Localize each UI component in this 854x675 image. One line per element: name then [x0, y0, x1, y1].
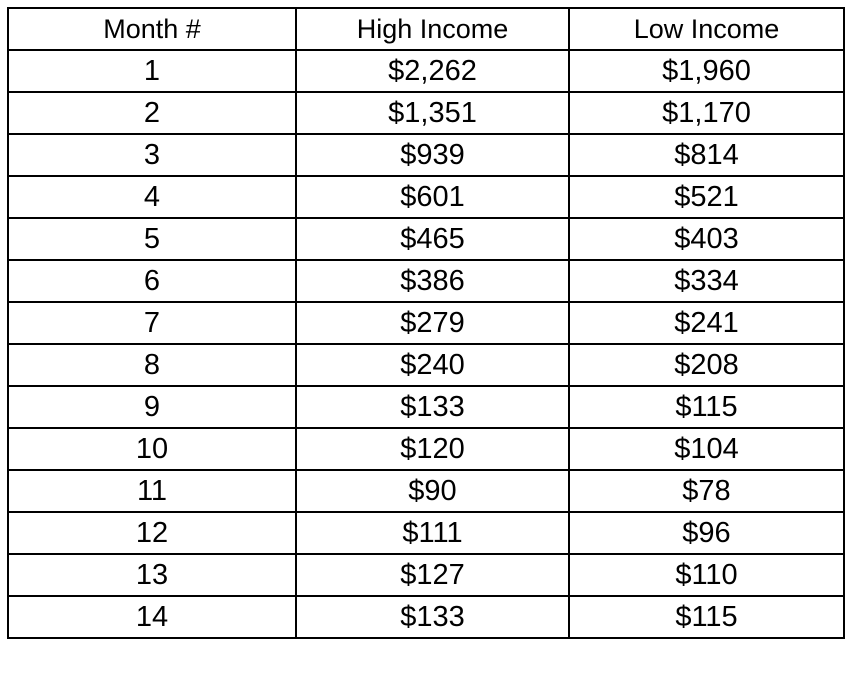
cell-high-income: $279	[296, 302, 569, 344]
cell-month-number: 10	[8, 428, 296, 470]
cell-low-income: $115	[569, 386, 844, 428]
cell-high-income: $465	[296, 218, 569, 260]
cell-low-income: $1,170	[569, 92, 844, 134]
cell-month-number: 11	[8, 470, 296, 512]
cell-low-income: $521	[569, 176, 844, 218]
cell-high-income: $601	[296, 176, 569, 218]
cell-month-number: 9	[8, 386, 296, 428]
table-row	[8, 176, 844, 218]
header-row	[8, 8, 844, 50]
table-row	[8, 596, 844, 638]
income-by-month-table	[7, 7, 845, 639]
table-row	[8, 554, 844, 596]
cell-high-income: $90	[296, 470, 569, 512]
table-row	[8, 386, 844, 428]
cell-month-number: 4	[8, 176, 296, 218]
cell-month-number: 6	[8, 260, 296, 302]
cell-low-income: $814	[569, 134, 844, 176]
header-month-number: Month #	[8, 8, 296, 50]
cell-high-income: $127	[296, 554, 569, 596]
cell-month-number: 5	[8, 218, 296, 260]
cell-low-income: $104	[569, 428, 844, 470]
cell-high-income: $2,262	[296, 50, 569, 92]
cell-high-income: $111	[296, 512, 569, 554]
cell-low-income: $78	[569, 470, 844, 512]
table-row	[8, 134, 844, 176]
table-header	[8, 8, 844, 50]
cell-low-income: $334	[569, 260, 844, 302]
cell-month-number: 12	[8, 512, 296, 554]
cell-high-income: $1,351	[296, 92, 569, 134]
cell-low-income: $1,960	[569, 50, 844, 92]
cell-month-number: 8	[8, 344, 296, 386]
cell-high-income: $386	[296, 260, 569, 302]
table-row	[8, 302, 844, 344]
cell-low-income: $241	[569, 302, 844, 344]
cell-low-income: $115	[569, 596, 844, 638]
cell-month-number: 13	[8, 554, 296, 596]
cell-high-income: $120	[296, 428, 569, 470]
table-body	[8, 50, 844, 638]
table-row	[8, 92, 844, 134]
cell-high-income: $133	[296, 386, 569, 428]
table-row	[8, 50, 844, 92]
cell-month-number: 14	[8, 596, 296, 638]
table-row	[8, 470, 844, 512]
cell-high-income: $240	[296, 344, 569, 386]
cell-month-number: 7	[8, 302, 296, 344]
table-row	[8, 344, 844, 386]
cell-month-number: 1	[8, 50, 296, 92]
cell-high-income: $133	[296, 596, 569, 638]
cell-low-income: $403	[569, 218, 844, 260]
table-row	[8, 512, 844, 554]
cell-low-income: $96	[569, 512, 844, 554]
table-row	[8, 218, 844, 260]
cell-high-income: $939	[296, 134, 569, 176]
cell-month-number: 2	[8, 92, 296, 134]
cell-low-income: $110	[569, 554, 844, 596]
table-row	[8, 260, 844, 302]
cell-low-income: $208	[569, 344, 844, 386]
header-high-income: High Income	[296, 8, 569, 50]
table-row	[8, 428, 844, 470]
cell-month-number: 3	[8, 134, 296, 176]
header-low-income: Low Income	[569, 8, 844, 50]
